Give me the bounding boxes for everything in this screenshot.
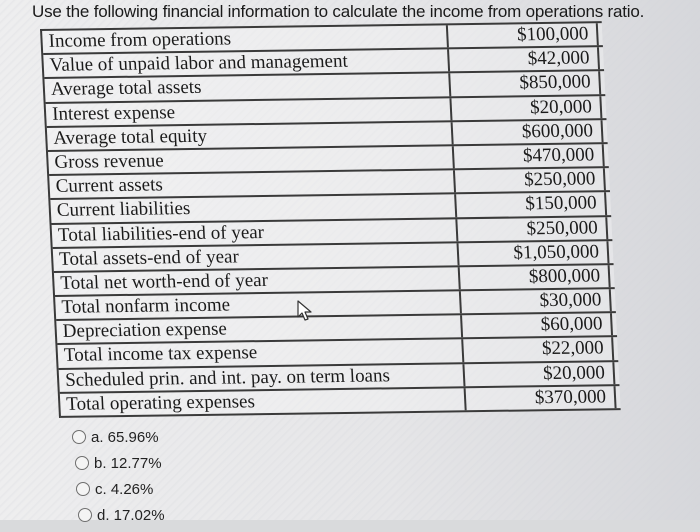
row-value: $1,050,000	[458, 241, 609, 265]
row-label: Interest expense	[46, 98, 453, 126]
option-d[interactable]	[78, 506, 165, 524]
row-value: $470,000	[454, 144, 605, 168]
radio-button[interactable]	[76, 482, 90, 496]
row-label: Total assets-end of year	[53, 243, 460, 271]
row-label: Total income tax expense	[57, 340, 464, 368]
row-value: $100,000	[448, 23, 599, 47]
row-label: Total nonfarm income	[55, 291, 462, 319]
row-label: Current liabilities	[50, 195, 457, 223]
row-value: $60,000	[462, 313, 613, 337]
financial-table	[40, 21, 621, 418]
row-label: Current assets	[49, 170, 456, 198]
option-label[interactable]: c. 4.26%	[95, 480, 154, 498]
row-value: $30,000	[461, 289, 612, 313]
row-value: $20,000	[464, 362, 615, 386]
row-value: $370,000	[466, 386, 617, 410]
row-value: $20,000	[451, 96, 602, 120]
option-label[interactable]: b. 12.77%	[94, 454, 162, 472]
row-label: Income from operations	[42, 25, 449, 53]
option-label[interactable]: a. 65.96%	[91, 428, 159, 446]
row-label: Average total assets	[44, 74, 451, 102]
row-value: $800,000	[460, 265, 611, 289]
option-a[interactable]	[72, 428, 165, 446]
option-c[interactable]	[76, 480, 165, 498]
mouse-pointer-icon	[296, 299, 318, 323]
row-value: $250,000	[457, 217, 608, 241]
option-label[interactable]: d. 17.02%	[97, 506, 165, 524]
row-value: $250,000	[455, 168, 606, 192]
option-b[interactable]	[75, 454, 165, 472]
radio-button[interactable]	[72, 430, 86, 444]
row-label: Value of unpaid labor and management	[43, 49, 450, 77]
row-label: Scheduled prin. and int. pay. on term loans	[59, 364, 466, 392]
radio-button[interactable]	[75, 456, 89, 470]
row-value: $22,000	[463, 338, 614, 362]
row-label: Total liabilities-end of year	[52, 219, 459, 247]
answer-options	[72, 428, 165, 532]
row-value: $600,000	[453, 120, 604, 144]
row-label: Gross revenue	[48, 146, 455, 174]
row-value: $150,000	[456, 193, 607, 217]
row-label: Depreciation expense	[56, 316, 463, 344]
row-value: $42,000	[449, 47, 600, 71]
question-text: Use the following financial information to calculate the income from operations ratio.	[32, 2, 645, 21]
row-label: Total net worth-end of year	[54, 267, 461, 295]
row-label: Total operating expenses	[60, 388, 467, 416]
row-value: $850,000	[450, 72, 601, 96]
row-label: Average total equity	[47, 122, 454, 150]
